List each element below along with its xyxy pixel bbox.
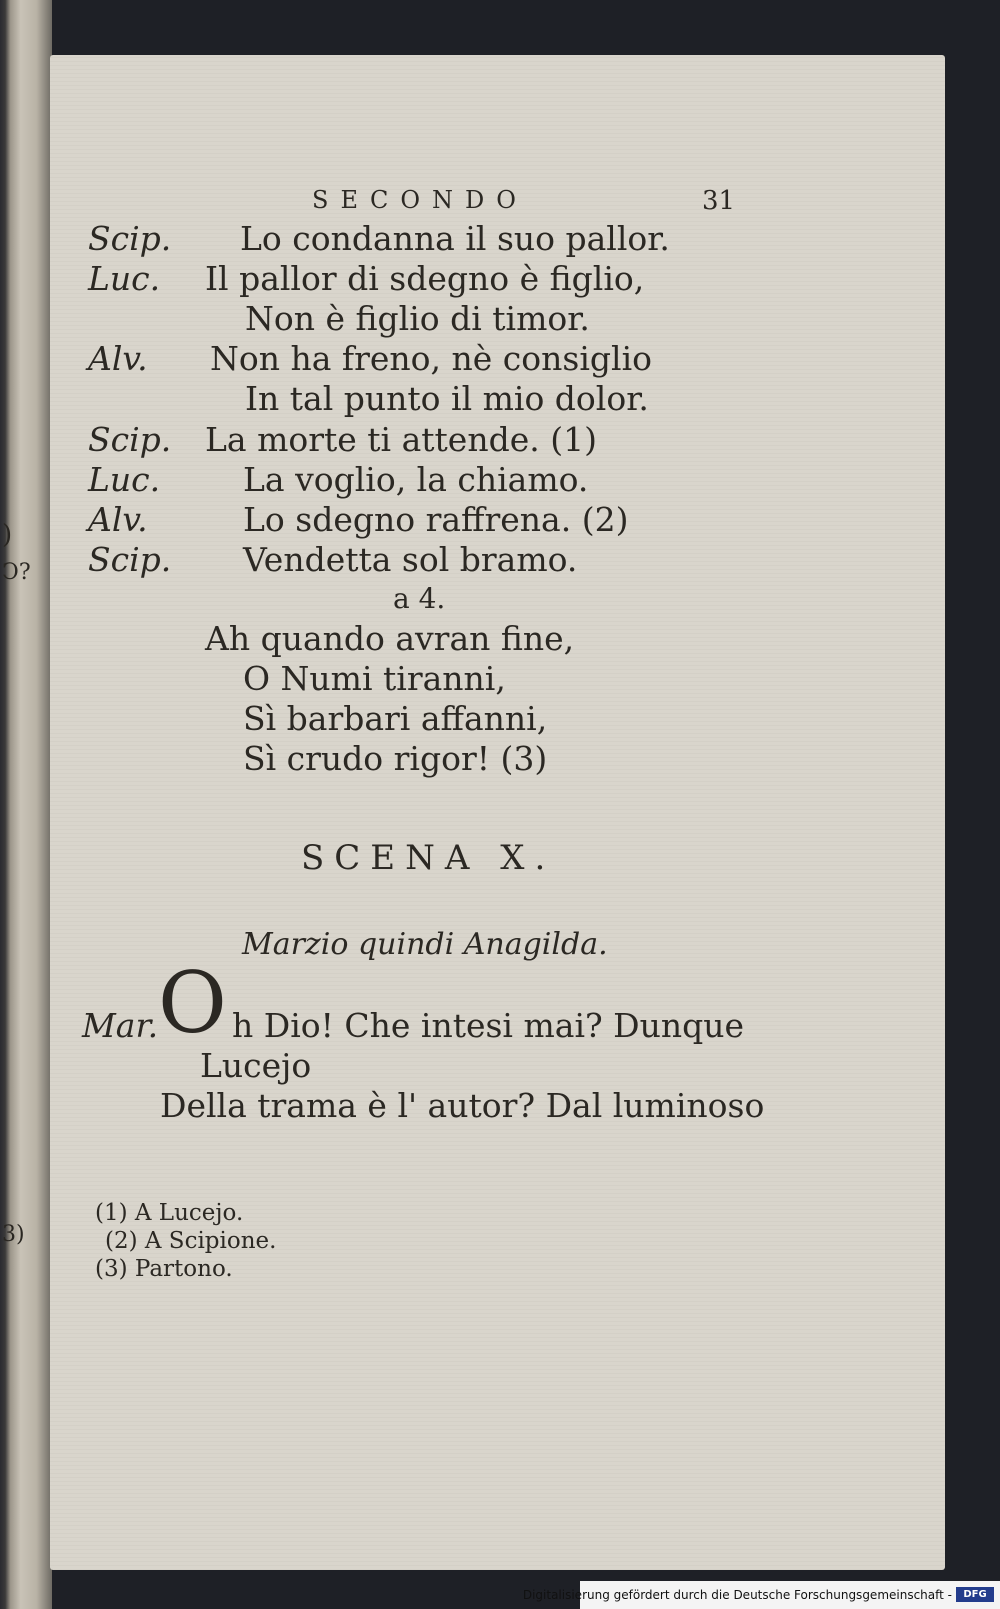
speaker-label: Luc. xyxy=(88,259,161,298)
margin-fragment: ) xyxy=(2,520,13,550)
scene-title: SCENA X. xyxy=(301,838,556,878)
digitization-credit-bar xyxy=(522,1581,1000,1609)
speaker-label: Alv. xyxy=(88,500,148,539)
running-title: SECONDO xyxy=(312,186,528,214)
verse-line: La voglio, la chiamo. xyxy=(243,460,589,499)
verse-line: La morte ti attende. (1) xyxy=(205,420,597,459)
verse-line: Lo sdegno raffrena. (2) xyxy=(243,500,629,539)
margin-fragment: 3) xyxy=(2,1222,25,1247)
speaker-label: Luc. xyxy=(88,460,161,499)
page-number: 31 xyxy=(702,186,736,216)
verse-line: Della trama è l' autor? Dal luminoso xyxy=(160,1086,765,1125)
footnote: (1) A Lucejo. xyxy=(95,1200,244,1226)
speaker-label: Mar. xyxy=(82,1006,159,1045)
book-page xyxy=(50,55,945,1570)
speaker-label: Scip. xyxy=(88,540,172,579)
verse-line: h Dio! Che intesi mai? Dunque xyxy=(232,1006,745,1045)
scene-characters: Marzio quindi Anagilda. xyxy=(242,927,608,962)
ensemble-label: a 4. xyxy=(393,582,446,615)
verse-line: Lucejo xyxy=(200,1046,312,1085)
margin-fragment: Ↄ? xyxy=(2,560,31,585)
book-binding-edge xyxy=(0,0,52,1609)
verse-line: Lo condanna il suo pallor. xyxy=(240,219,670,258)
verse-line: Vendetta sol bramo. xyxy=(243,540,578,579)
speaker-label: Alv. xyxy=(88,339,148,378)
footnote: (3) Partono. xyxy=(95,1256,233,1282)
verse-line: Sì crudo rigor! (3) xyxy=(243,739,548,778)
verse-line: Non ha freno, nè consiglio xyxy=(210,339,652,378)
verse-line: Il pallor di sdegno è figlio, xyxy=(205,259,645,298)
verse-line: O Numi tiranni, xyxy=(243,659,506,698)
drop-cap: O xyxy=(158,954,227,1052)
verse-line: In tal punto il mio dolor. xyxy=(245,379,649,418)
verse-line: Sì barbari affanni, xyxy=(243,699,548,738)
speaker-label: Scip. xyxy=(88,219,172,258)
speaker-label: Scip. xyxy=(88,420,172,459)
footnote: (2) A Scipione. xyxy=(105,1228,277,1254)
verse-line: Ah quando avran fine, xyxy=(205,619,575,658)
verse-line: Non è figlio di timor. xyxy=(245,299,590,338)
credit-text: Digitalisierung gefördert durch die Deutsche Forschungsgemeinschaft - xyxy=(522,1588,952,1602)
dfg-logo: DFG xyxy=(956,1587,994,1602)
